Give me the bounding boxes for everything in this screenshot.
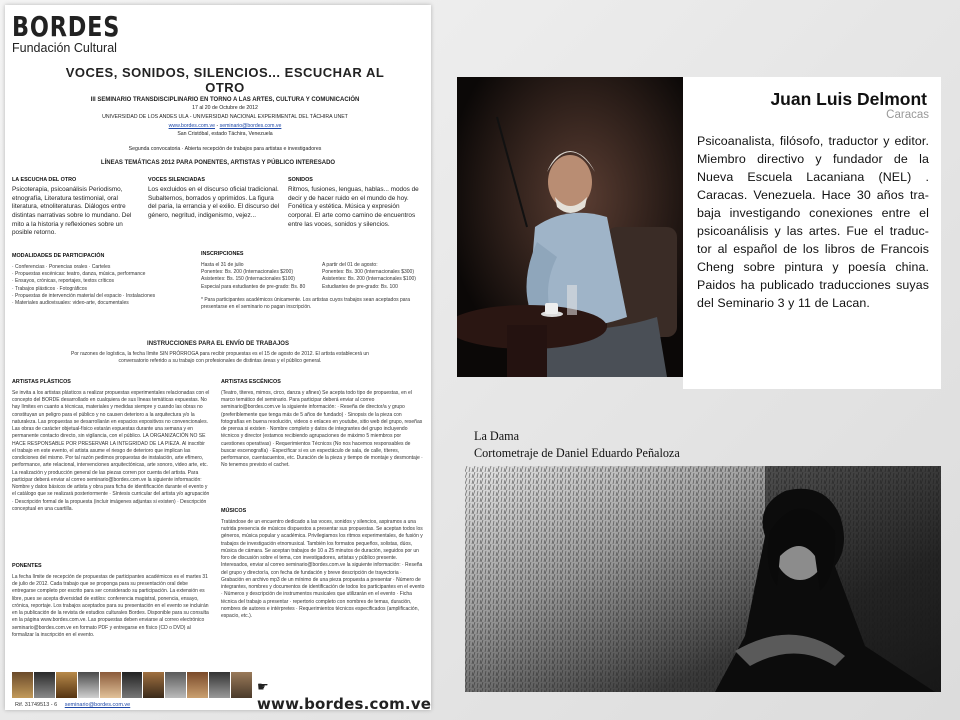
modalidad-item: · Propuestas de intervención material del espacio · Instalaciones: [12, 292, 156, 299]
insc-right-line: Asistentes: Bs. 200 (Internacionales $100): [321, 276, 416, 283]
poster-title: VOCES, SONIDOS, SILENCIOS... ESCUCHAR AL OTRO: [65, 65, 385, 95]
film-title: La Dama: [474, 429, 520, 443]
envio-title: INSTRUCCIONES PARA EL ENVÍO DE TRABAJOS: [147, 341, 289, 347]
musicos-text: Tratándose de un encuentro dedicado a las voces, sonidos y silencios, aspiramos a una nutrida presencia de músicos dispuestos a presentar sus propuestas. Se aceptan todos los géneros, música popular y académica. Privilegiamos los ritmos experimentales, de fusión y trabajos de investigación etnomusical. También los formatos pequeños, solistas, dúos, música de cámara. Se aceptan trabajos de 10 a 25 minutos de duración, seguidos por un foro de discusión sobre el tema, con investigadores, artistas y público presente. Interesados, enviar al correo seminario@bordes.com.ve la siguiente información: · Reseña del grupo y director/a, con fecha de fundación y breve descripción de trayectoria · Grabación en archivo mp3 de un mínimo de una pieza propuesta a presentar · Número de integrantes, nombres y documentos de identificación de todos los participantes en el evento · Números y descripción de instrumentos musicales que utilizarán en el evento · Ficha técnica del trabajo a presentar · repertorio completo con nombres de temas, duración, nombres de autores e intérpretes · Requerimientos técnicos especificados (amplificación, espacio, etc.).: [221, 518, 425, 620]
rif-email-link[interactable]: seminario@bordes.com.ve: [64, 702, 131, 708]
poster-big-url: [257, 677, 431, 710]
profile-city: Caracas: [886, 109, 929, 121]
escenicos: [221, 379, 425, 470]
film-still-photo: [465, 466, 941, 692]
theme-col-3-head: SONIDOS: [288, 177, 313, 183]
insc-right-line: Estudiantes de pre-grado: Bs. 100: [321, 283, 398, 290]
ponentes: [12, 563, 210, 639]
plasticos-head: ARTISTAS PLÁSTICOS: [12, 379, 71, 385]
profile-bio: Psicoanalista, filósofo, traductor y editor. Miembro directivo y fundador de la Nueva Escuela Lacaniana (NEL) . Caracas. Venezuela. Hace 30 años tra-baja investigando conexiones entre el psicoanálisis y las artes. Fue el traduc-tor al español de los libros de Francois Cheng sobre pintura y poesía china. Paidos ha publicado traducciones suyas del Seminario 3 y 11 de Lacan.: [697, 134, 929, 310]
film-credit: Cortometraje de Daniel Eduardo Peñaloza: [474, 446, 680, 460]
theme-col-3-text: Ritmos, fusiones, lenguas, hablas... modos de decir y de hacer ruido en el mundo de hoy. Fonética y estética. Música y expresión corporal. El arte como camino de encuentros entre las voces, sonidos y silencios.: [288, 186, 419, 228]
insc-right-line: Ponentes: Bs. 300 (Internacionales $300): [321, 269, 414, 276]
insc-left-line: Hasta el 31 de julio: [201, 261, 244, 268]
logo-subtitle: Fundación Cultural: [12, 41, 117, 55]
modalidades: [12, 253, 192, 307]
modalidad-item: · Ensayos, crónicas, reportajes, textos críticos: [12, 278, 114, 285]
film-still-illustration: [465, 466, 941, 692]
rif-number: Rif. 31749513 - 6: [15, 702, 58, 708]
theme-col-1: [12, 177, 140, 238]
poster-subtitle: III SEMINARIO TRANSDISCIPLINARIO EN TORNO A LAS ARTES, CULTURA Y COMUNICACIÓN: [90, 97, 360, 103]
insc-left-line: Especial para estudiantes de pre-grado: Bs. 80: [201, 283, 306, 290]
photo-strip: [12, 672, 252, 698]
escenicos-head: ARTISTAS ESCÉNICOS: [221, 379, 281, 385]
poster-web-link[interactable]: www.bordes.com.ve: [168, 122, 215, 129]
inscripciones: [201, 251, 429, 311]
theme-col-1-head: LA ESCUCHA DEL OTRO: [12, 177, 77, 183]
profile-card: [683, 77, 941, 389]
poster-dates: 17 al 20 de Octubre de 2012: [192, 105, 258, 111]
profile-name: Juan Luis Delmont: [770, 89, 927, 109]
ponentes-text: La fecha límite de recepción de propuestas de participantes académicos es el martes 31 de julio de 2012. Cada trabajo que se proponga para su presentación oral debe entregarse completo por escrito para ser considerado su participación. La extensión es libre, pues se acepta diversidad de estilos: conferencia magistral, ponencia, ensayo, crónica, reportaje. Los trabajos aceptados para su presentación en el evento se incluirán en la publicación de la revista de estudios culturales Bordes. Disponible para su consulta en la página www.bordes.com.ve. Las propuestas deben enviarse al correo electrónico seminario@bordes.com.ve en formato PDF y entregarse en físico (CD o DVD) al formalizar la inscripción en el evento.: [12, 573, 209, 638]
logo-title: BORDES: [12, 10, 121, 43]
portrait-illustration: [457, 77, 683, 377]
insc-left-line: Asistentes: Bs. 150 (Internacionales $100): [201, 276, 295, 283]
portrait-photo: [457, 77, 683, 377]
seminar-poster: [5, 5, 431, 710]
modalidad-item: · Conferencias · Ponencias orales · Carteles: [12, 263, 111, 270]
modalidad-item: · Propuestas escénicas: teatro, danza, música, performance: [12, 271, 146, 278]
plasticos-text: Se invita a los artistas plásticos a realizar propuestas experimentales relacionadas con el concepto del BORDE desarrollado en cualquiera de sus líneas temáticas expuestas. No hay límites en cuanto a técnicas, materiales y medidas siempre y cuando las obras no constituyan un peligro para el público y no causen deterioro a la arquitectura y/o la naturaleza. Las propuestas se desarrollarán en espacios expositivos no convencionales. Las obras de carácter objetual-físico estarán expuestas durante una semana y en permanente contacto directo, sin vigilancia, con el público. LA ORGANIZACIÓN NO SE HACE RESPONSABLE POR PRESERVAR LA INTEGRIDAD DE LA PIEZA. Al inscribir el trabajo en este evento, el artista asume el riesgo de deterioro que implican las condiciones del mismo. Por tal razón pedimos propuestas de instalación, arte efímero, performance, arte relacional, intervenciones arquitectónicas, arte sonoro, video arte, etc. La realización y producción general de las piezas corren por cuenta del artista. Para participar deberá enviar al correo seminario@bordes.com.ve la siguiente información: Nombre y datos básicos de artista y obra para ficha de identificación durante el evento y el catálogo que se realizará posteriormente · Síntesis curricular del artista y/o agrupación · Descripción formal de la propuesta (incluir imágenes adjuntas si existen) · Descripción conceptual en una cuartilla.: [12, 389, 210, 512]
poster-big-url-text: www.bordes.com.ve: [257, 695, 431, 710]
modalidades-head: MODALIDADES DE PARTICIPACIÓN: [12, 253, 105, 259]
envio-text: Por razones de logística, la fecha límite SIN PRÓRROGA para recibir propuestas es el 15 de agosto de 2012. El artista establecerá un conversatorio referido a su trabajo con profesionales de distintas áreas y el público general.: [71, 351, 369, 365]
musicos: [221, 508, 425, 620]
theme-col-3: [288, 177, 426, 229]
modalidad-item: · Trabajos plásticos · Fotográficos: [12, 285, 88, 292]
theme-col-2-text: Los excluidos en el discurso oficial tradicional. Subalternos, borrados y oprimidos. La figura del paria, la errancia y el exilio. El discurso del género, negritud, indigenismo, vejez...: [148, 186, 280, 219]
pointer-hand-icon: ☛: [257, 680, 269, 695]
poster-header: VOCES, SONIDOS, SILENCIOS... ESCUCHAR AL OTRO III SEMINARIO TRANSDISCIPLINARIO EN TORNO A LAS ARTES, CULTURA Y COMUNICACIÓN 17 al 20 de Octubre de 2012 UNIVERSIDAD DE LOS ANDES ULA - UNIVERSIDAD NACIONAL EXPERIMENTAL DEL TÁCHIRA UNET www.bordes.com.ve - seminario@bordes.com.ve San Cristóbal, estado Táchira, Venezuela Segunda convocatoria · Abierta recepción de trabajos para artistas e investigadores: [45, 65, 405, 153]
poster-rif: [15, 702, 130, 708]
inscripciones-head: INSCRIPCIONES: [201, 251, 244, 257]
theme-col-1-text: Psicoterapia, psicoanálisis Periodismo, etnografía, Literatura testimonial, oral literatura, etnoliteraturas. Diálogos entre distintas narrativas sobre lo mundano. Del mito a la historia y reflexiones sobre un posible retorno.: [12, 186, 132, 237]
escenicos-text: (Teatro, títeres, mimos, circo, danza y afines) Se acepta todo tipo de propuestas, en el marco temático del seminario. Para participar deberá enviar al correo seminario@bordes.com.ve la siguiente información: · Reseña de director/a y grupo (preferiblemente que tenga más de 5 años de fundado) · Sinopsis de la pieza con fotografías en buena resolución, videos o enlaces en youtube, sitio web del grupo, reseñas de prensa si existen · Nombre completo y datos de integrantes del grupo incluyendo técnicos y director (estamos recibiendo agrupaciones de máximo 5 miembros por cuestiones operativas) · Requerimientos Técnicos (No nos hacemos responsables de buscar escenografía) · Especificar si es un espectáculo de sala, de calle, títeres, performance, cuentacuentos, etc. Duración de la pieza y tiempo de montaje y desmontaje · No tenemos previsto el cachet.: [221, 389, 423, 469]
musicos-head: MÚSICOS: [221, 508, 247, 514]
bordes-logo: [12, 10, 147, 55]
modalidad-item: · Materiales audiovisuales: video-arte, documentales: [12, 300, 129, 307]
theme-col-2-head: VOCES SILENCIADAS: [148, 177, 205, 183]
poster-call: Segunda convocatoria · Abierta recepción de trabajos para artistas e investigadores: [128, 146, 322, 152]
insc-note: * Para participantes académicos únicamente. Los artistas cuyos trabajos sean aceptados para presentarse en el seminario no pagan inscripción.: [201, 296, 411, 311]
ponentes-head: PONENTES: [12, 563, 42, 569]
theme-col-2: [148, 177, 283, 221]
poster-email-link[interactable]: seminario@bordes.com.ve: [219, 122, 282, 129]
poster-venue: UNIVERSIDAD DE LOS ANDES ULA - UNIVERSIDAD NACIONAL EXPERIMENTAL DEL TÁCHIRA UNET: [102, 113, 348, 120]
insc-right-line: A partir del 01 de agosto:: [321, 261, 378, 268]
plasticos: [12, 379, 210, 513]
insc-left-line: Ponentes: Bs. 200 (Internacionales $200): [201, 269, 294, 276]
poster-city: San Cristóbal, estado Táchira, Venezuela: [177, 131, 273, 138]
lines-title: LÍNEAS TEMÁTICAS 2012 PARA PONENTES, ARTISTAS Y PÚBLICO INTERESADO: [100, 160, 336, 166]
